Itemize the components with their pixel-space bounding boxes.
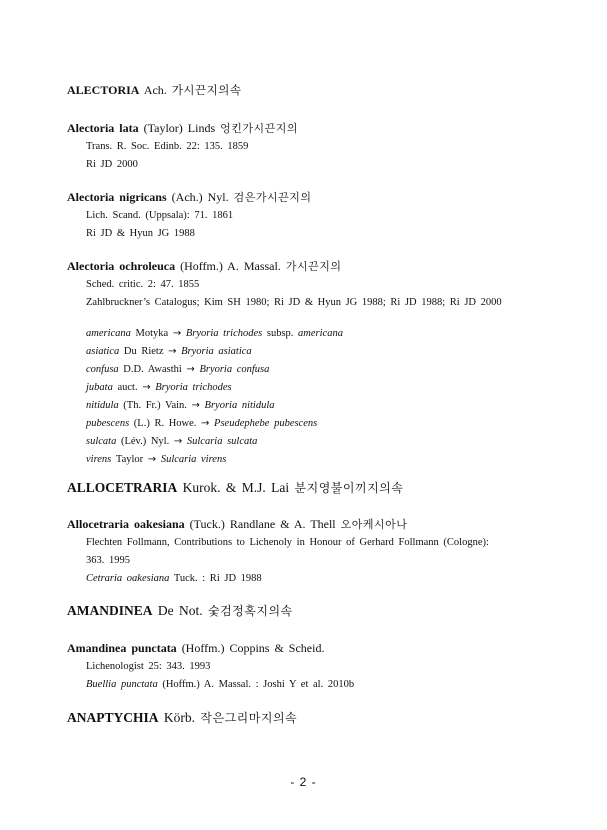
genus-heading-alectoria [67, 82, 241, 98]
species-korean-name: 엉킨가시끈지의 [220, 122, 299, 135]
species-heading [67, 516, 407, 532]
species-name: Amandinea punctata [67, 641, 177, 655]
synonym-target: Pseudephebe pubescens [214, 418, 318, 429]
synonym-target: Sulcaria sulcata [186, 436, 258, 447]
species-author: (Tuck.) Randlane & A. Thell [189, 517, 336, 531]
reference-line: Lich. Scand. (Uppsala): 71. 1861 [86, 210, 234, 221]
species-korean-name: 검은가시끈지의 [233, 191, 312, 204]
synonym-name: Buellia punctata [86, 679, 158, 690]
synonym-reference-line [86, 679, 354, 690]
synonym-entry [86, 364, 269, 375]
arrow-icon: → [172, 328, 182, 339]
synonym-epithet: asiatica [86, 346, 120, 357]
synonym-entry [86, 346, 252, 357]
synonym-infraspecific: americana [298, 328, 343, 339]
arrow-icon: → [173, 436, 183, 447]
species-name: Alectoria ochroleuca [67, 259, 176, 273]
synonym-target: Sulcaria virens [160, 454, 227, 465]
genus-korean-name: 분지영불이끼지의속 [294, 481, 404, 495]
genus-korean-name: 가시끈지의속 [171, 83, 242, 97]
reference-line: Ri JD 2000 [86, 159, 138, 170]
arrow-icon: → [191, 400, 200, 411]
species-korean-name: 가시끈지의 [285, 260, 342, 273]
synonym-author: Du Rietz [123, 346, 164, 357]
reference-line: Zahlbruckner’s Catalogus; Kim SH 1980; Ri JD & Hyun JG 1988; Ri JD 1988; Ri JD 2000 [86, 297, 502, 308]
synonym-epithet: pubescens [86, 418, 130, 429]
synonym-author: (Lév.) Nyl. [120, 436, 170, 447]
species-author: (Ach.) Nyl. [171, 190, 229, 204]
reference-line: 363. 1995 [86, 555, 130, 566]
synonym-epithet: confusa [86, 364, 119, 375]
species-author: (Taylor) Linds [143, 121, 216, 135]
genus-author: Körb. [163, 710, 196, 725]
species-name: Allocetraria oakesiana [67, 517, 185, 531]
synonym-target: Bryoria confusa [199, 364, 270, 375]
synonym-epithet: nitidula [86, 400, 119, 411]
synonym-entry [86, 400, 275, 411]
reference-line: Trans. R. Soc. Edinb. 22: 135. 1859 [86, 141, 249, 152]
synonym-target: Bryoria trichodes [155, 382, 232, 393]
synonym-author: Taylor [115, 454, 144, 465]
synonym-target: Bryoria nitidula [204, 400, 275, 411]
synonym-epithet: jubata [86, 382, 113, 393]
species-heading [67, 258, 342, 274]
synonym-author: Motyka [135, 328, 169, 339]
species-korean-name: 오아케시아나 [340, 518, 408, 531]
genus-author: Ach. [143, 83, 167, 97]
genus-heading-amandinea [67, 602, 293, 619]
synonym-citation: (Hoffm.) A. Massal. : Joshi Y et al. 2010b [162, 679, 355, 690]
synonym-author: (Th. Fr.) Vain. [123, 400, 187, 411]
synonym-target: Bryoria asiatica [181, 346, 252, 357]
synonym-citation: Tuck. : Ri JD 1988 [173, 573, 262, 584]
reference-line: Sched. critic. 2: 47. 1855 [86, 279, 200, 290]
synonym-entry [86, 454, 226, 465]
genus-author: De Not. [157, 603, 203, 618]
synonym-target: Bryoria trichodes [185, 328, 263, 339]
reference-line: Ri JD & Hyun JG 1988 [86, 228, 195, 239]
genus-heading-allocetraria [67, 479, 403, 496]
genus-name: ALECTORIA [67, 83, 140, 97]
synonym-epithet: sulcata [86, 436, 117, 447]
genus-heading-anaptychia [67, 709, 297, 726]
arrow-icon: → [142, 382, 151, 393]
arrow-icon: → [186, 364, 195, 375]
genus-name: ALLOCETRARIA [67, 480, 178, 495]
genus-name: AMANDINEA [67, 603, 153, 618]
synonym-entry [86, 382, 232, 393]
reference-line: Lichenologist 25: 343. 1993 [86, 661, 211, 672]
synonym-reference-line [86, 573, 262, 584]
reference-line: Flechten Follmann, Contributions to Lichenoly in Honour of Gerhard Follmann (Cologne): [86, 537, 489, 548]
species-name: Alectoria nigricans [67, 190, 167, 204]
synonym-epithet: virens [86, 454, 112, 465]
species-heading [67, 189, 312, 205]
synonym-epithet: americana [86, 328, 131, 339]
synonym-author: (L.) R. Howe. [133, 418, 197, 429]
species-author: (Hoffm.) A. Massal. [180, 259, 281, 273]
genus-name: ANAPTYCHIA [67, 710, 159, 725]
arrow-icon: → [168, 346, 177, 357]
genus-korean-name: 작은그리마지의속 [200, 711, 298, 725]
synonym-name: Cetraria oakesiana [86, 573, 170, 584]
species-heading [67, 641, 324, 656]
genus-author: Kurok. & M.J. Lai [182, 480, 290, 495]
arrow-icon: → [201, 418, 210, 429]
synonym-author: auct. [117, 382, 138, 393]
species-name: Alectoria lata [67, 121, 139, 135]
species-heading [67, 120, 298, 136]
synonym-entry [86, 436, 257, 447]
synonym-author: D.D. Awasthi [123, 364, 182, 375]
synonym-entry [86, 328, 343, 339]
species-author: (Hoffm.) Coppins & Scheid. [181, 641, 325, 655]
page-number: - 2 - [290, 775, 317, 789]
synonym-rank: subsp. [266, 328, 294, 339]
synonym-entry [86, 418, 317, 429]
arrow-icon: → [147, 454, 157, 465]
genus-korean-name: 숯검정혹지의속 [208, 604, 293, 618]
